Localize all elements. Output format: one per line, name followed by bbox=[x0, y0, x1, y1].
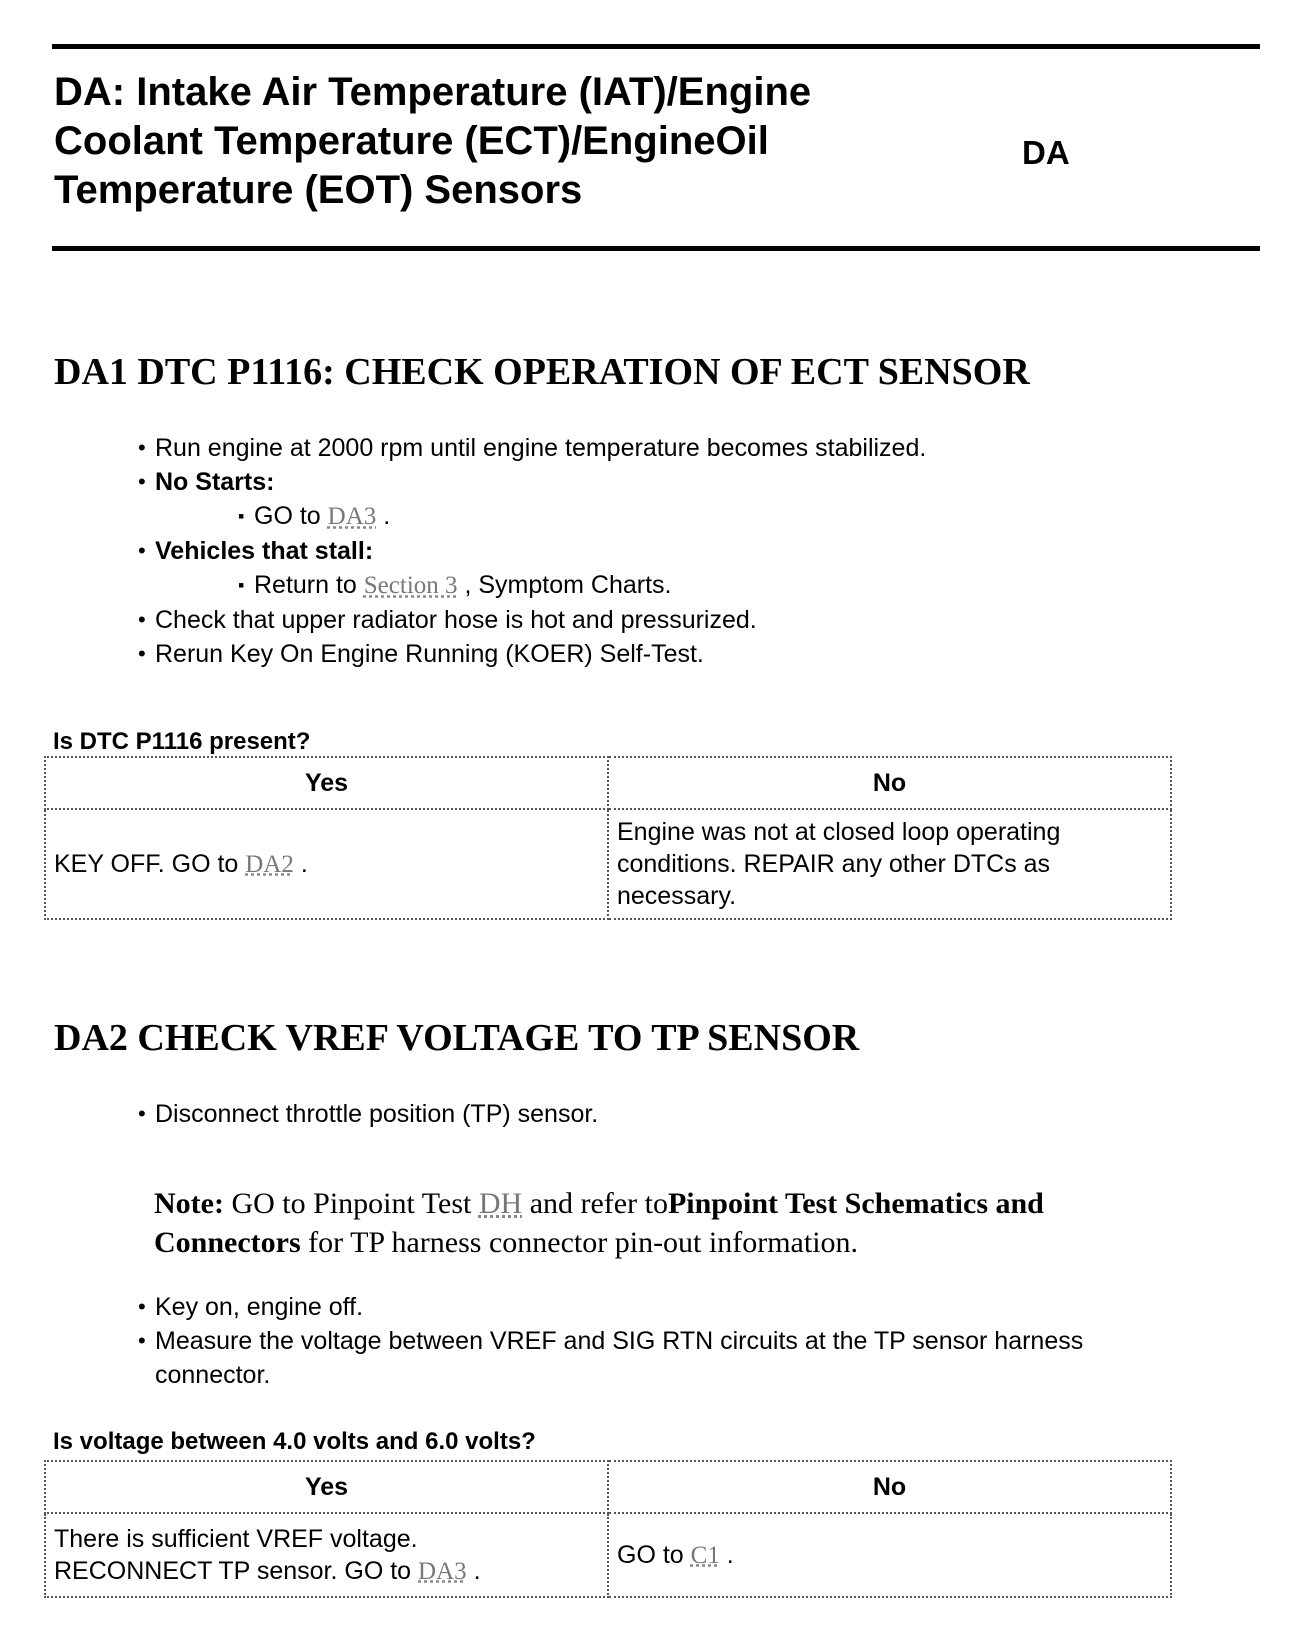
da1-heading: DA1 DTC P1116: CHECK OPERATION OF ECT SENSOR bbox=[54, 351, 1030, 393]
da2-heading: DA2 CHECK VREF VOLTAGE TO TP SENSOR bbox=[54, 1017, 860, 1059]
link-da3[interactable]: DA3 bbox=[327, 503, 377, 530]
header-rule-top bbox=[52, 44, 1260, 49]
no-cell: Engine was not at closed loop operating conditions. REPAIR any other DTCs as necessary. bbox=[608, 809, 1171, 919]
yes-header: Yes bbox=[45, 1461, 608, 1513]
list-item: • No Starts: bbox=[0, 465, 926, 499]
yes-cell: KEY OFF. GO to DA2 . bbox=[45, 809, 608, 919]
da2-step-list-a bbox=[0, 1097, 598, 1131]
link-dh[interactable]: DH bbox=[478, 1187, 523, 1220]
list-item: ▪ GO to DA3 . bbox=[0, 499, 926, 534]
list-item: • Run engine at 2000 rpm until engine temperature becomes stabilized. bbox=[0, 431, 926, 465]
page-title: DA: Intake Air Temperature (IAT)/Engine Coolant Temperature (ECT)/EngineOil Temperature (EOT) Sensors bbox=[54, 70, 812, 212]
header-rule-bottom bbox=[52, 246, 1260, 251]
link-section-3[interactable]: Section 3 bbox=[363, 572, 458, 599]
yes-cell: There is sufficient VREF voltage. RECONNECT TP sensor. GO to DA3 . bbox=[45, 1513, 608, 1597]
no-header: No bbox=[608, 1461, 1171, 1513]
yes-header: Yes bbox=[45, 757, 608, 809]
link-c1[interactable]: C1 bbox=[690, 1541, 720, 1569]
da1-result-table bbox=[44, 756, 1172, 920]
da2-question: Is voltage between 4.0 volts and 6.0 volts? bbox=[53, 1428, 536, 1455]
da2-step-list-b bbox=[0, 1290, 1312, 1392]
da2-result-table bbox=[44, 1460, 1172, 1598]
da1-question: Is DTC P1116 present? bbox=[53, 728, 311, 755]
list-item: • Disconnect throttle position (TP) sensor. bbox=[0, 1097, 598, 1131]
da1-step-list bbox=[0, 431, 926, 671]
list-item: ▪ Return to Section 3 , Symptom Charts. bbox=[0, 568, 926, 603]
list-item: • Rerun Key On Engine Running (KOER) Self-Test. bbox=[0, 637, 926, 671]
link-da2[interactable]: DA2 bbox=[245, 850, 294, 878]
list-item: • Key on, engine off. bbox=[0, 1290, 1312, 1324]
list-item: • Vehicles that stall: bbox=[0, 534, 926, 568]
no-header: No bbox=[608, 757, 1171, 809]
list-item: • Measure the voltage between VREF and SIG RTN circuits at the TP sensor harness connector. bbox=[0, 1324, 1312, 1392]
note: Note: GO to Pinpoint Test DH and refer toPinpoint Test Schematics and Connectors for TP harness connector pin-out information. bbox=[154, 1187, 1044, 1259]
list-item: • Check that upper radiator hose is hot and pressurized. bbox=[0, 603, 926, 637]
section-code: DA bbox=[1022, 134, 1070, 171]
link-da3[interactable]: DA3 bbox=[418, 1557, 467, 1585]
no-cell: GO to C1 . bbox=[608, 1513, 1171, 1597]
